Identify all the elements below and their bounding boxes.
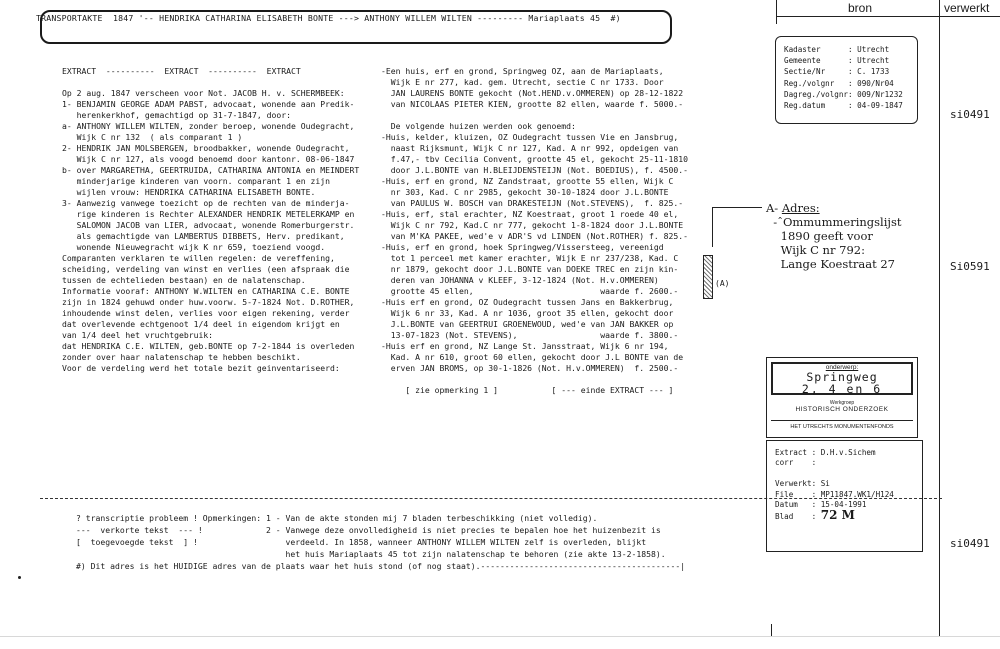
verwerkt-code-3: si0491 bbox=[950, 537, 990, 550]
text-line: nr 1879, gekocht door J.L.BONTE van DOEKE TREC en zijn kin- bbox=[381, 264, 679, 274]
extract-info-text bbox=[775, 448, 894, 523]
stamp-house-numbers: 2, 4 en 6 bbox=[801, 382, 883, 396]
text-line: De volgende huizen werden ook genoemd: bbox=[381, 121, 576, 131]
source-info-line: Reg.datum : 04-09-1847 bbox=[784, 101, 903, 111]
stamp-subject-frame bbox=[771, 362, 913, 395]
text-line: herenkerkhof, gemachtigd op 31-7-1847, door: bbox=[62, 110, 292, 120]
margin-dot bbox=[18, 576, 21, 579]
text-line: b- over MARGARETHA, GEERTRUIDA, CATHARINA ANTONIA en MEINDERT bbox=[62, 165, 360, 175]
extract-info-line: Verwerkt: Si bbox=[775, 479, 830, 489]
text-line: Informatie vooraf: ANTHONY W.WILTEN en CATHARINA C.E. BONTE bbox=[62, 286, 350, 296]
address-note-line: Wijk C nr 792: bbox=[766, 243, 865, 257]
column-heading-verwerkt: verwerkt bbox=[944, 1, 990, 15]
column-heading-rule bbox=[776, 16, 1000, 17]
document-title: TRANSPORTAKTE 1847 '-- HENDRIKA CATHARINA ELISABETH BONTE ---> ANTHONY WILLEM WILTEN --------- Mariaplaats 45 #) bbox=[36, 13, 621, 23]
subject-stamp bbox=[766, 357, 918, 438]
footer-line: #) Dit adres is het HUIDIGE adres van de plaats waar het huis stond (of nog staat).-----------------------------------------| bbox=[76, 561, 686, 571]
text-line: zijn in 1824 gehuwd onder huw.voorw. 5-7-1824 Not. D.ROTHER, bbox=[62, 297, 355, 307]
address-note-line: -ˆOmmummeringslijst bbox=[766, 215, 902, 229]
text-line: scheiding, verdeling van winst en verlies (een afspraak die bbox=[62, 264, 350, 274]
text-line: 1- BENJAMIN GEORGE ADAM PABST, advocaat, wonende aan Predik- bbox=[62, 99, 355, 109]
text-line: grootte 45 ellen, waarde f. 2600.- bbox=[381, 286, 679, 296]
footer-line: [ toegevoegde tekst ] ! verdeeld. In 1858, wanneer ANTHONY WILLEM WILTEN zelf is overleden, blijkt bbox=[76, 537, 647, 547]
annotation-hatched-bracket bbox=[703, 255, 713, 299]
text-line: dat HENDRIKA C.E. WILTEN, geb.BONTE op 7-2-1844 is overleden bbox=[62, 341, 355, 351]
text-line: van PAULUS W. BOSCH van DRAKESTEIJN (Not.STEVENS), f. 825.- bbox=[381, 198, 684, 208]
stamp-group: HISTORISCH ONDERZOEK bbox=[795, 406, 889, 413]
extract-info-line: File : MP11847.WK1/H124 bbox=[775, 489, 894, 499]
stamp-organisation: HET UTRECHTS MONUMENTENFONDS bbox=[790, 424, 894, 430]
text-line: J.L.BONTE van GEERTRUI GROENEWOUD, wed'e van JAN BAKKER op bbox=[381, 319, 674, 329]
text-line: -Huis, erf, stal erachter, NZ Koestraat, groot 1 roede 40 el, bbox=[381, 209, 679, 219]
text-line: als gemachtigde van LAMBERTUS DIBBETS, Herv. predikant, bbox=[62, 231, 345, 241]
text-line: deren van JOHANNA v KLEEF, 3-12-1824 (Not. H.v.OMMEREN) bbox=[381, 275, 659, 285]
text-line: inhoudende winst delen, verlies voor eigen rekening, verder bbox=[62, 308, 350, 318]
text-line: wonende Nieuwegracht wijk K nr 659, toeziend voogd. bbox=[62, 242, 326, 252]
text-line: JAN LAURENS BONTE gekocht (Not.HEND.v.OMMEREN) op 28-12-1822 bbox=[381, 88, 684, 98]
text-line: door J.L.BONTE van H.BLEIJDENSTEIJN (Not. BOEDIUS), f. 4500.- bbox=[381, 165, 688, 175]
text-line: Voor de verdeling werd het totale bezit geinventariseerd: bbox=[62, 363, 340, 373]
extract-info-lines bbox=[775, 448, 894, 510]
address-note-prefix: A- bbox=[766, 201, 782, 215]
text-line: nr 303, Kad. C nr 2985, gekocht 30-10-1824 door J.L.BONTE bbox=[381, 187, 669, 197]
text-line: van M'KA PAKEE, wed'e v ADR'S vd LINDEN (Not.ROTHER) f. 825.- bbox=[381, 231, 688, 241]
text-line: -Huis, erf en grond, NZ Zandstraat, grootte 55 ellen, Wijk C bbox=[381, 176, 674, 186]
column-heading-bron: bron bbox=[848, 1, 873, 15]
text-line: f.47,- tbv Cecilia Convent, grootte 45 el, gekocht 25-11-1810 bbox=[381, 154, 688, 164]
text-line: wijlen vrouw: HENDRIKA CATHARINA ELISABETH BONTE. bbox=[62, 187, 316, 197]
extract-info-line: Extract : D.H.v.Sichem bbox=[775, 448, 876, 457]
text-line: Wijk E nr 277, kad. gem. Utrecht, sectie C nr 1733. Door bbox=[381, 77, 664, 87]
verwerkt-code-1: si0491 bbox=[950, 108, 990, 121]
text-line: van NICOLAAS PIETER KIEN, grootte 82 ellen, waarde f. 5000.- bbox=[381, 99, 684, 109]
address-note-line: 1890 geeft voor bbox=[766, 229, 873, 243]
text-line: Wijk C nr 127, als voogd benoemd door kantonr. 08-06-1847 bbox=[62, 154, 355, 164]
footer-line: --- verkorte tekst --- ! 2 - Vanwege deze onvolledigheid is niet precies te bepalen hoe het huizenbezit is bbox=[76, 525, 661, 535]
stamp-street: Springweg bbox=[806, 370, 878, 384]
source-info-line: Sectie/Nr : C. 1733 bbox=[784, 67, 890, 77]
footer-line: ? transcriptie probleem ! Opmerkingen: 1 - Van de akte stonden mij 7 bladen terbeschikking (niet volledig). bbox=[76, 513, 598, 523]
right-text-column bbox=[381, 66, 688, 396]
text-line bbox=[381, 374, 688, 385]
address-note-line: Lange Koestraat 27 bbox=[766, 257, 895, 271]
text-line: Op 2 aug. 1847 verscheen voor Not. JACOB H. v. SCHERMBEEK: bbox=[62, 88, 345, 98]
blad-label: Blad : bbox=[775, 512, 821, 522]
text-line: -Huis, erf en grond, hoek Springweg/Vissersteeg, vereenigd bbox=[381, 242, 664, 252]
source-info-line: Gemeente : Utrecht bbox=[784, 56, 890, 66]
text-line: -Een huis, erf en grond, Springweg OZ, aan de Mariaplaats, bbox=[381, 66, 664, 76]
left-text-column bbox=[62, 66, 359, 374]
source-info-box bbox=[775, 36, 918, 124]
extract-info-line bbox=[775, 469, 894, 479]
text-line: a- ANTHONY WILLEM WILTEN, zonder beroep, wonende Oudegracht, bbox=[62, 121, 355, 131]
text-line: -Huis erf en grond, NZ Lange St. Jansstraat, Wijk 6 nr 194, bbox=[381, 341, 669, 351]
page-bottom-edge bbox=[0, 636, 1000, 637]
extract-info-line: Datum : 15-04-1991 bbox=[775, 500, 867, 510]
text-line bbox=[381, 110, 688, 121]
text-line bbox=[62, 77, 359, 88]
text-line: -Huis, kelder, kluizen, OZ Oudegracht tussen Vie en Jansbrug, bbox=[381, 132, 679, 142]
text-line: Wijk C nr 792, Kad.C nr 777, gekocht 1-8-1824 door J.L.BONTE bbox=[381, 220, 684, 230]
margin-tick bbox=[771, 624, 772, 636]
stamp-label: onderwerp: bbox=[825, 364, 859, 371]
column-divider-left bbox=[776, 0, 777, 24]
text-line: zonder over haar nalatenschap te hebben beschikt. bbox=[62, 352, 301, 362]
extract-info-line: corr : bbox=[775, 458, 817, 468]
text-line: -Huis erf en grond, OZ Oudegracht tussen Jans en Bakkerbrug, bbox=[381, 297, 674, 307]
text-line: Wijk 6 nr 33, Kad. A nr 1036, groot 35 ellen, gekocht door bbox=[381, 308, 674, 318]
stamp-divider bbox=[771, 420, 913, 421]
text-line: tot 1 perceel met kamer erachter, Wijk E nr 237/238, Kad. C bbox=[381, 253, 679, 263]
text-line: EXTRACT ---------- EXTRACT ---------- EXTRACT bbox=[62, 66, 301, 76]
blad-value: 72 M bbox=[820, 508, 855, 523]
text-line: van 1/4 deel het vruchtgebruik: bbox=[62, 330, 214, 340]
text-line: dat overlevende echtgenoot 1/4 deel in eigendom krijgt en bbox=[62, 319, 340, 329]
source-info-line: Kadaster : Utrecht bbox=[784, 45, 890, 54]
text-line: 2- HENDRIK JAN MOLSBERGEN, broodbakker, wonende Oudegracht, bbox=[62, 143, 350, 153]
footer-notes bbox=[76, 512, 685, 572]
text-line: minderjarige kinderen van voorn. comparant 1 en zijn bbox=[62, 176, 331, 186]
verwerkt-code-2: Si0591 bbox=[950, 260, 990, 273]
annotation-leader-line bbox=[712, 207, 762, 208]
text-line: 13-07-1823 (Not. STEVENS), waarde f. 3800.- bbox=[381, 330, 679, 340]
address-note bbox=[766, 201, 902, 271]
text-line: tussen de echtelieden bestaan) en de nalatenschap. bbox=[62, 275, 306, 285]
annotation-marker: (A) bbox=[715, 279, 730, 288]
source-info-line: Dagreg./volgnr: 009/Nr1232 bbox=[784, 89, 903, 99]
address-note-lines bbox=[766, 215, 902, 271]
extract-info-box bbox=[766, 440, 923, 552]
text-line: [ zie opmerking 1 ] [ --- einde EXTRACT --- ] bbox=[381, 385, 674, 395]
text-line: rige kinderen is Rechter ALEXANDER HENDRIK METELERKAMP en bbox=[62, 209, 355, 219]
text-line: Wijk C nr 132 ( als comparant 1 ) bbox=[62, 132, 243, 142]
footer-line: het huis Mariaplaats 45 tot zijn nalatenschap te behoren (zie akte 13-2-1858). bbox=[76, 549, 666, 559]
annotation-leader-vertical bbox=[712, 207, 713, 247]
text-line: erven JAN BROMS, op 30-1-1826 (Not. H.v.OMMEREN) f. 2500.- bbox=[381, 363, 679, 373]
stamp-group-small: Werkgroep bbox=[829, 400, 855, 406]
address-note-heading: Adres: bbox=[781, 201, 820, 215]
text-line: 3- Aanwezig vanwege toezicht op de rechten van de minderja- bbox=[62, 198, 350, 208]
source-info-text bbox=[784, 44, 903, 111]
text-line: Comparanten verklaren te willen regelen: de vereffening, bbox=[62, 253, 335, 263]
text-line: SALOMON JACOB van LIER, advocaat, wonende Romerburgerstr. bbox=[62, 220, 355, 230]
text-line: Kad. A nr 610, groot 60 ellen, gekocht door J.L BONTE van de bbox=[381, 352, 684, 362]
column-divider-right bbox=[939, 0, 940, 636]
source-info-line: Reg./volgnr : 090/Nr04 bbox=[784, 78, 894, 88]
text-line: naast Rijksmunt, Wijk C nr 127, Kad. A nr 992, opdeigen van bbox=[381, 143, 679, 153]
